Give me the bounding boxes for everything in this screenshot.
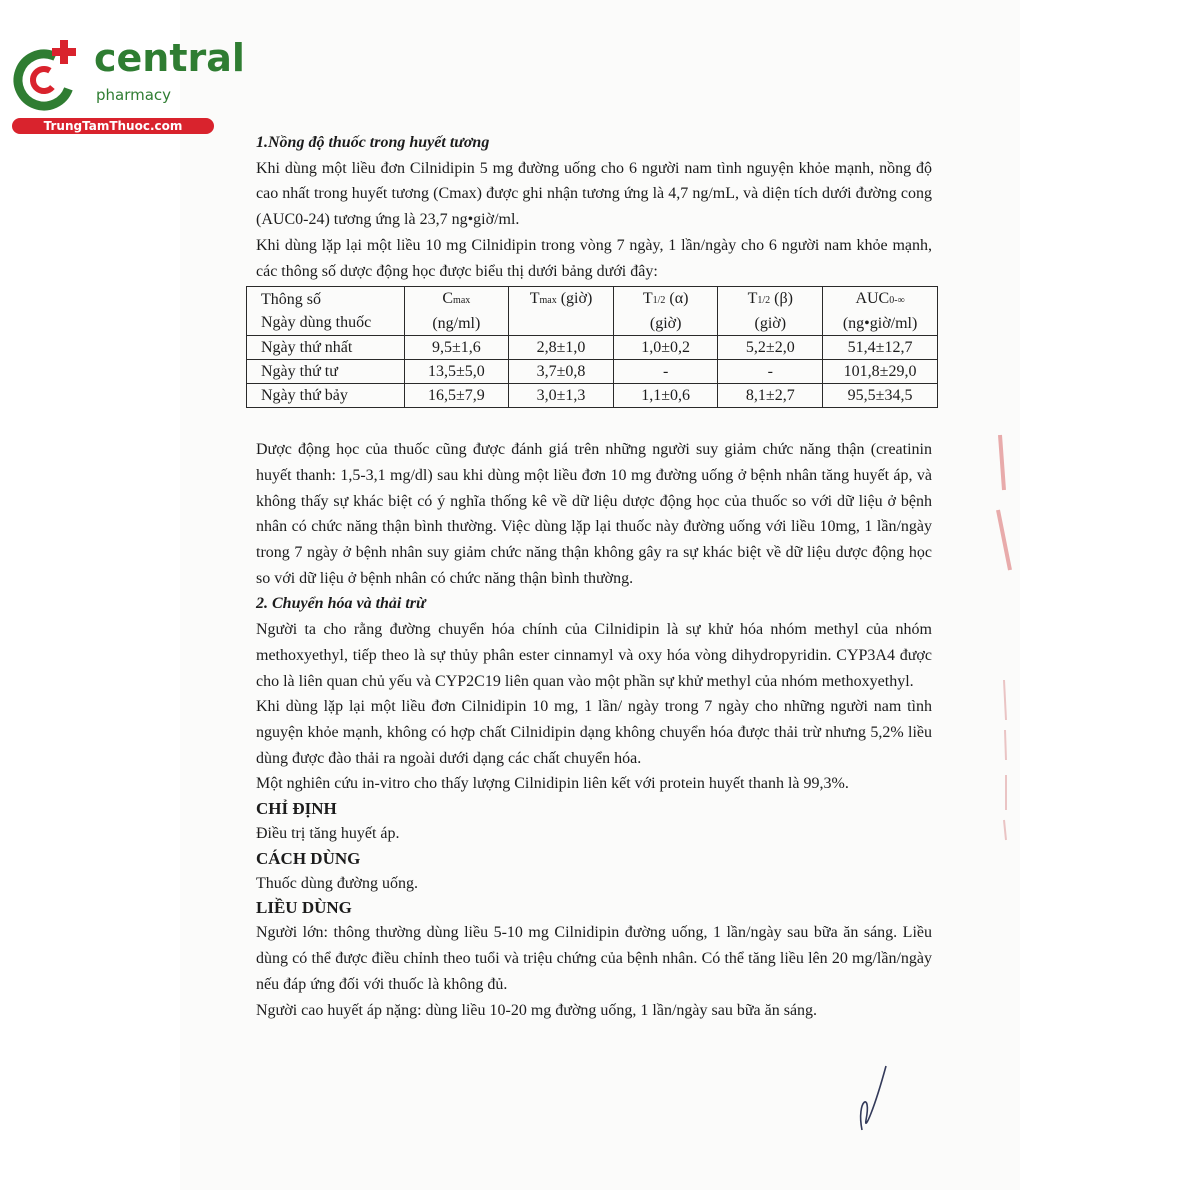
header-t12-beta: T1/2 (β) (giờ) [718, 287, 823, 336]
section2-paragraph-2: Khi dùng lặp lại một liều đơn Cilnidipin 10 mg, 1 lần/ ngày trong 7 ngày cho những người nam tình nguyện khỏe mạnh, không có hợp chất Cilnidipin dạng không chuyển hóa được thải trừ nhưng 5,2% liều dùng được đào thải ra ngoài dưới dạng các chất chuyển hóa. [256, 698, 932, 767]
header-t12-alpha: T1/2 (α) (giờ) [613, 287, 718, 336]
dosage-heading: LIỀU DÙNG [256, 898, 352, 918]
logo-wordmark: central [94, 36, 245, 80]
table-row: Ngày thứ nhất 9,5±1,6 2,8±1,0 1,0±0,2 5,2±2,0 51,4±12,7 [247, 336, 938, 360]
section1-paragraph-1: Khi dùng một liều đơn Cilnidipin 5 mg đường uống cho 6 người nam tình nguyện khỏe mạnh, nồng độ cao nhất trong huyết tương (Cmax) được ghi nhận tương ứng là 4,7 ng/mL, và diện tích dưới đường cong (AUC0-24) tương ứng là 23,7 ng•giờ/ml. [256, 159, 932, 229]
header-cmax: Cmax (ng/ml) [404, 287, 509, 336]
pharmacy-cross-logo-icon [8, 36, 88, 116]
table-row: Ngày thứ bảy 16,5±7,9 3,0±1,3 1,1±0,6 8,1±2,7 95,5±34,5 [247, 384, 938, 408]
signature-mark-icon [848, 1060, 898, 1140]
margin-stamp-marks [990, 430, 1030, 850]
indication-heading: CHỈ ĐỊNH [256, 799, 337, 819]
central-pharmacy-logo[interactable] [8, 34, 245, 134]
section1-paragraph-2: Khi dùng lặp lại một liều 10 mg Cilnidipin trong vòng 7 ngày, 1 lần/ngày cho 6 người nam khỏe mạnh, các thông số dược động học được biểu thị dưới bảng dưới đây: [256, 236, 932, 280]
document-content [256, 130, 932, 1023]
renal-pk-paragraph: Dược động học của thuốc cũng được đánh giá trên những người suy giảm chức năng thận (creatinin huyết thanh: 1,5-3,1 mg/dl) sau khi dùng một liều đơn 10 mg đường uống ở bệnh nhân tăng huyết áp, và không thấy sự khác biệt có ý nghĩa thống kê về dữ liệu dược động học của thuốc so với dữ liệu ở bệnh nhân có chức năng thận bình thường. Việc dùng lặp lại thuốc này đường uống với liều 10mg, 1 lần/ngày trong 7 ngày ở bệnh nhân suy giảm chức năng thận không gây ra sự khác biệt về dữ liệu dược động học so với dữ liệu ở bệnh nhân có chức năng thận bình thường. [256, 441, 932, 587]
logo-ribbon-url[interactable]: TrungTamThuoc.com [12, 118, 214, 134]
section2-paragraph-3: Một nghiên cứu in-vitro cho thấy lượng Cilnidipin liên kết với protein huyết thanh là 99,3%. [256, 775, 849, 793]
table-row: Ngày thứ tư 13,5±5,0 3,7±0,8 - - 101,8±29,0 [247, 360, 938, 384]
pharmacokinetics-table [246, 286, 938, 408]
indication-text: Điều trị tăng huyết áp. [256, 825, 400, 843]
dosage-paragraph-2: Người cao huyết áp nặng: dùng liều 10-20 mg đường uống, 1 lần/ngày sau bữa ăn sáng. [256, 1001, 818, 1019]
header-parameter-day: Thông số Ngày dùng thuốc [247, 287, 405, 336]
header-tmax: Tmax (giờ) [509, 287, 614, 336]
section2-paragraph-1: Người ta cho rằng đường chuyển hóa chính của Cilnidipin là sự khử hóa nhóm methyl của nhóm methoxyethyl, tiếp theo là sự thủy phân ester cinnamyl và oxy hóa vòng dihydropyridin. CYP3A4 được cho là liên quan chủ yếu và CYP2C19 liên quan vào một phần sự khử methyl của nhóm methoxyethyl. [256, 621, 932, 690]
usage-text: Thuốc dùng đường uống. [256, 874, 419, 892]
header-auc: AUC0-∞ (ng•giờ/ml) [823, 287, 938, 336]
logo-subtitle: pharmacy [96, 86, 172, 104]
usage-heading: CÁCH DÙNG [256, 848, 361, 868]
section1-heading: 1.Nồng độ thuốc trong huyết tương [256, 134, 490, 151]
table-header-row [247, 287, 938, 336]
dosage-paragraph-1: Người lớn: thông thường dùng liều 5-10 mg Cilnidipin đường uống, 1 lần/ngày sau bữa ăn sáng. Liều dùng có thể được điều chỉnh theo tuổi và triệu chứng của bệnh nhân. Có thể tăng liều lên 20 mg/lần/ngày nếu đáp ứng đối với thuốc là không đủ. [256, 924, 932, 993]
section2-heading: 2. Chuyển hóa và thải trừ [256, 595, 426, 613]
